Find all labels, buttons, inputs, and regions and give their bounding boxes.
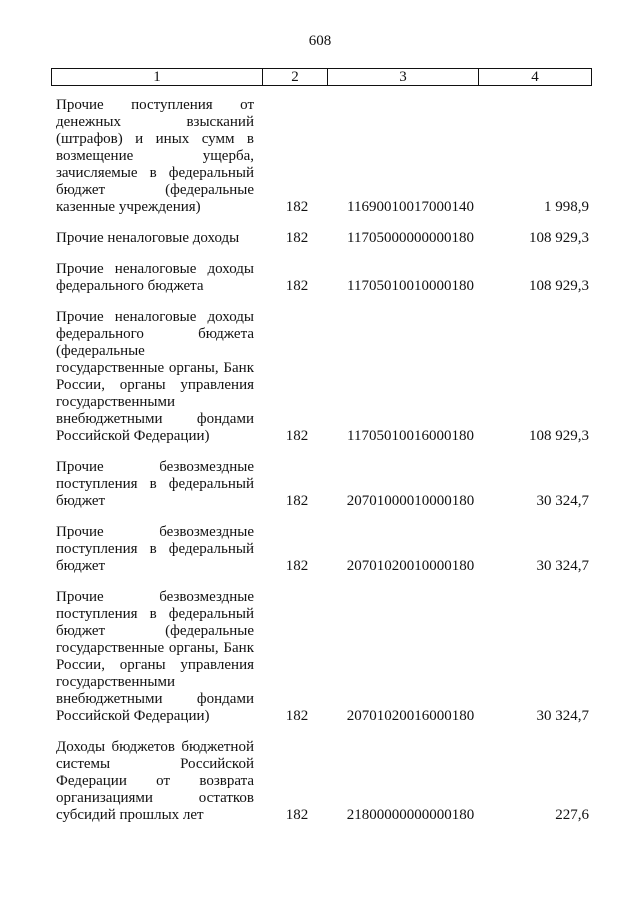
table-row [56, 739, 591, 824]
row-classification-code: 11690010017000140 [347, 199, 474, 215]
description-line: поступления в федеральный [56, 476, 254, 492]
row-description [56, 589, 254, 725]
description-line: бюджет [56, 558, 106, 574]
row-amount: 108 929,3 [529, 278, 589, 294]
row-admin-code: 182 [285, 558, 309, 574]
row-description [56, 739, 254, 824]
description-line: возмещение ущерба, [56, 148, 254, 164]
description-line: Прочие неналоговые доходы [56, 261, 254, 277]
table-row [56, 261, 591, 295]
row-admin-code: 182 [285, 807, 309, 823]
description-line: России, органы управления [56, 377, 254, 393]
table-row [56, 524, 591, 575]
description-line: федерального бюджета [56, 326, 254, 342]
row-amount: 30 324,7 [536, 558, 589, 574]
description-line: субсидий прошлых лет [56, 807, 204, 823]
header-col-1: 1 [52, 69, 263, 86]
row-admin-code: 182 [285, 199, 309, 215]
description-line: Прочие безвозмездные [56, 459, 254, 475]
description-line: внебюджетными фондами [56, 691, 254, 707]
description-line: бюджет (федеральные [56, 182, 254, 198]
description-line: государственные органы, Банк [56, 360, 254, 376]
table-header [51, 68, 592, 86]
row-admin-code: 182 [285, 493, 309, 509]
description-line: системы Российской [56, 756, 254, 772]
description-line: Российской Федерации) [56, 708, 210, 724]
row-amount: 1 998,9 [544, 199, 589, 215]
description-line: государственными [56, 674, 175, 690]
row-description [56, 230, 254, 247]
row-amount: 30 324,7 [536, 493, 589, 509]
description-line: организациями остатков [56, 790, 254, 806]
row-amount: 30 324,7 [536, 708, 589, 724]
row-description [56, 524, 254, 575]
row-admin-code: 182 [285, 708, 309, 724]
description-line: (федеральные [56, 343, 145, 359]
description-line: казенные учреждения) [56, 199, 201, 215]
description-line: денежных взысканий [56, 114, 254, 130]
row-classification-code: 11705010016000180 [347, 428, 474, 444]
row-classification-code: 20701020016000180 [346, 708, 475, 724]
row-admin-code: 182 [285, 230, 309, 246]
description-line: Российской Федерации) [56, 428, 210, 444]
description-line: зачисляемые в федеральный [56, 165, 254, 181]
table-row [56, 589, 591, 725]
description-line: федерального бюджета [56, 278, 204, 294]
header-col-3: 3 [328, 69, 479, 86]
description-line: государственные органы, Банк [56, 640, 254, 656]
row-description [56, 97, 254, 216]
description-line: Прочие неналоговые доходы [56, 309, 254, 325]
table-row [56, 230, 591, 247]
description-line: Прочие неналоговые доходы [56, 230, 240, 246]
table-row [56, 309, 591, 445]
row-amount: 227,6 [555, 807, 589, 823]
table-body [56, 97, 591, 838]
row-admin-code: 182 [285, 278, 309, 294]
page-number: 608 [308, 33, 332, 49]
description-line: бюджет [56, 493, 106, 509]
row-classification-code: 11705000000000180 [347, 230, 474, 246]
row-description [56, 309, 254, 445]
description-line: поступления в федеральный [56, 541, 254, 557]
row-classification-code: 11705010010000180 [347, 278, 474, 294]
description-line: России, органы управления [56, 657, 254, 673]
description-line: Прочие поступления от [56, 97, 254, 113]
description-line: внебюджетными фондами [56, 411, 254, 427]
row-classification-code: 21800000000000180 [346, 807, 475, 823]
description-line: (штрафов) и иных сумм в [56, 131, 254, 147]
description-line: Доходы бюджетов бюджетной [56, 739, 254, 755]
description-line: государственными [56, 394, 175, 410]
description-line: Прочие безвозмездные [56, 589, 254, 605]
row-amount: 108 929,3 [529, 428, 589, 444]
row-classification-code: 20701020010000180 [346, 558, 475, 574]
header-col-2: 2 [263, 69, 328, 86]
description-line: поступления в федеральный [56, 606, 254, 622]
description-line: Федерации от возврата [56, 773, 254, 789]
row-amount: 108 929,3 [529, 230, 589, 246]
description-line: Прочие безвозмездные [56, 524, 254, 540]
row-classification-code: 20701000010000180 [346, 493, 475, 509]
row-description [56, 459, 254, 510]
table-row [56, 97, 591, 216]
row-description [56, 261, 254, 295]
table-row [56, 459, 591, 510]
header-col-4: 4 [479, 69, 592, 86]
description-line: бюджет (федеральные [56, 623, 254, 639]
row-admin-code: 182 [285, 428, 309, 444]
